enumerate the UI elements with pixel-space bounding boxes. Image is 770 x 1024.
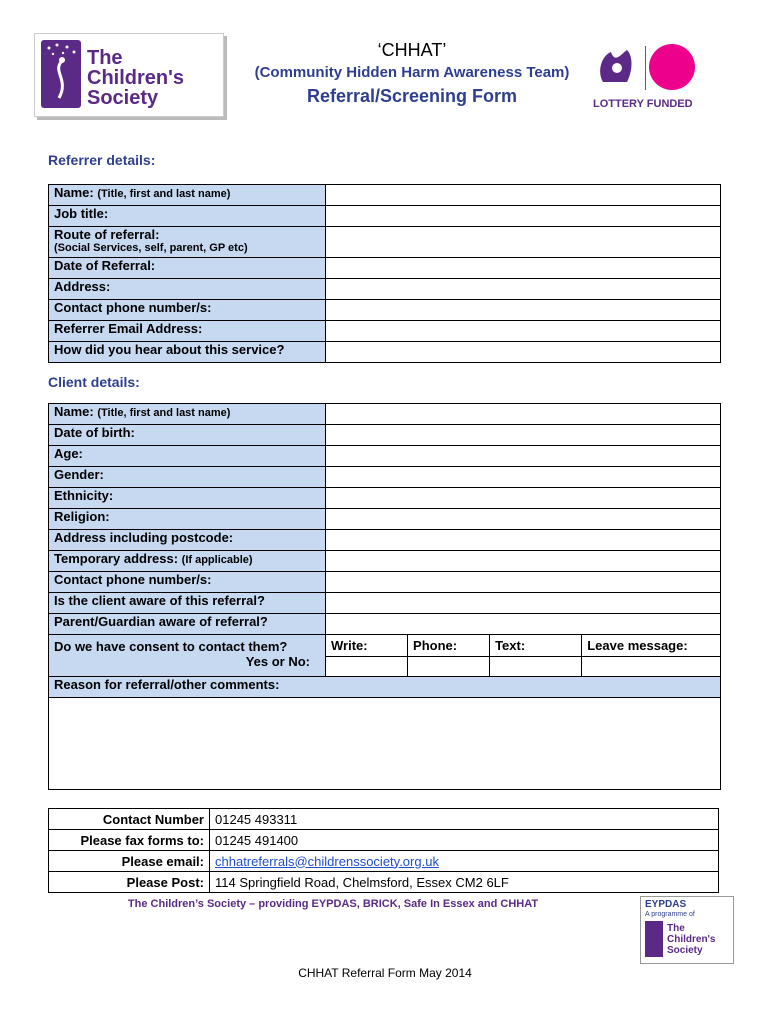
- lottery-funded-label: LOTTERY FUNDED: [593, 98, 693, 110]
- lottery-pink-circle-icon: [649, 44, 695, 90]
- client-gender-field[interactable]: [326, 467, 721, 488]
- document-footer: CHHAT Referral Form May 2014: [298, 966, 472, 980]
- parent-aware-field[interactable]: [326, 614, 721, 635]
- client-name-field[interactable]: [326, 404, 721, 425]
- referral-email-link[interactable]: chhatreferrals@childrenssociety.org.uk: [215, 853, 439, 869]
- contact-info-table: Contact Number 01245 493311 Please fax forms to: 01245 491400 Please email: chhatreferrals@childrenssociety.org.uk Please Post: 114 Springfield Road, Chelmsford, Essex CM2 6LF: [48, 808, 719, 893]
- referrer-hear-about-field[interactable]: [326, 342, 721, 363]
- lottery-crossed-fingers-icon: [593, 42, 639, 92]
- childrens-society-logo-text: The Children's Society: [87, 47, 184, 109]
- client-ethnicity-field[interactable]: [326, 488, 721, 509]
- client-aware-field[interactable]: [326, 593, 721, 614]
- client-age-field[interactable]: [326, 446, 721, 467]
- consent-leave-message-label: Leave message:: [582, 635, 721, 657]
- referrer-name-field[interactable]: [326, 185, 721, 206]
- consent-leave-message-field[interactable]: [582, 657, 721, 677]
- eypdas-badge-icon: [645, 921, 663, 957]
- form-title-chhat: ‘CHHAT’: [377, 40, 447, 60]
- reason-label: Reason for referral/other comments:: [49, 677, 721, 698]
- referrer-route-field[interactable]: [326, 227, 721, 258]
- client-temp-address-field[interactable]: [326, 551, 721, 572]
- referrer-section-heading: Referrer details:: [48, 152, 156, 168]
- referrer-date-field[interactable]: [326, 258, 721, 279]
- referrer-email-field[interactable]: [326, 321, 721, 342]
- consent-phone-label: Phone:: [408, 635, 490, 657]
- client-table: Name: (Title, first and last name) Date of birth: Age: Gender: Ethnicity: Religion: Address including postcode: Temporary address: (If applicable) Contact phone number/s: Is the client aware of this referral? Parent/Guardian aware of referral? Do we have consent to contact them? Yes or No: Write: Phone: Text: Leave message: Reason for referral/other comments:: [48, 403, 721, 790]
- referrer-table: Name: (Title, first and last name) Job title: Route of referral: (Social Services, self, parent, GP etc) Date of Referral: Address: Contact phone number/s: Referrer Email Address: How did you hear about this service?: [48, 184, 721, 363]
- eypdas-subtitle: A programme of: [645, 911, 695, 918]
- consent-label: Do we have consent to contact them?: [54, 639, 288, 654]
- contact-number-value: 01245 493311: [210, 809, 719, 830]
- consent-text-field[interactable]: [490, 657, 582, 677]
- client-address-field[interactable]: [326, 530, 721, 551]
- consent-write-field[interactable]: [326, 657, 408, 677]
- client-section-heading: Client details:: [48, 374, 140, 390]
- fax-number-value: 01245 491400: [210, 830, 719, 851]
- lottery-funded-logo: [593, 42, 703, 112]
- post-address-value: 114 Springfield Road, Chelmsford, Essex CM2 6LF: [210, 872, 719, 893]
- childrens-society-badge-icon: [41, 40, 81, 108]
- consent-phone-field[interactable]: [408, 657, 490, 677]
- client-dob-field[interactable]: [326, 425, 721, 446]
- consent-yes-no-label: Yes or No:: [245, 654, 310, 669]
- footer-tagline: The Children’s Society – providing EYPDAS, BRICK, Safe In Essex and CHHAT: [127, 898, 539, 910]
- consent-write-label: Write:: [326, 635, 408, 657]
- eypdas-org-text: The Children's Society: [667, 923, 716, 956]
- eypdas-name: EYPDAS: [645, 899, 687, 910]
- form-subtitle: (Community Hidden Harm Awareness Team): [254, 64, 570, 81]
- client-religion-field[interactable]: [326, 509, 721, 530]
- form-heading: Referral/Screening Form: [306, 86, 518, 106]
- referrer-address-field[interactable]: [326, 279, 721, 300]
- client-phone-field[interactable]: [326, 572, 721, 593]
- consent-text-label: Text:: [490, 635, 582, 657]
- referrer-phone-field[interactable]: [326, 300, 721, 321]
- childrens-society-logo: [34, 33, 224, 117]
- referrer-job-title-field[interactable]: [326, 206, 721, 227]
- reason-comments-field[interactable]: [49, 698, 721, 790]
- eypdas-logo: [640, 896, 734, 964]
